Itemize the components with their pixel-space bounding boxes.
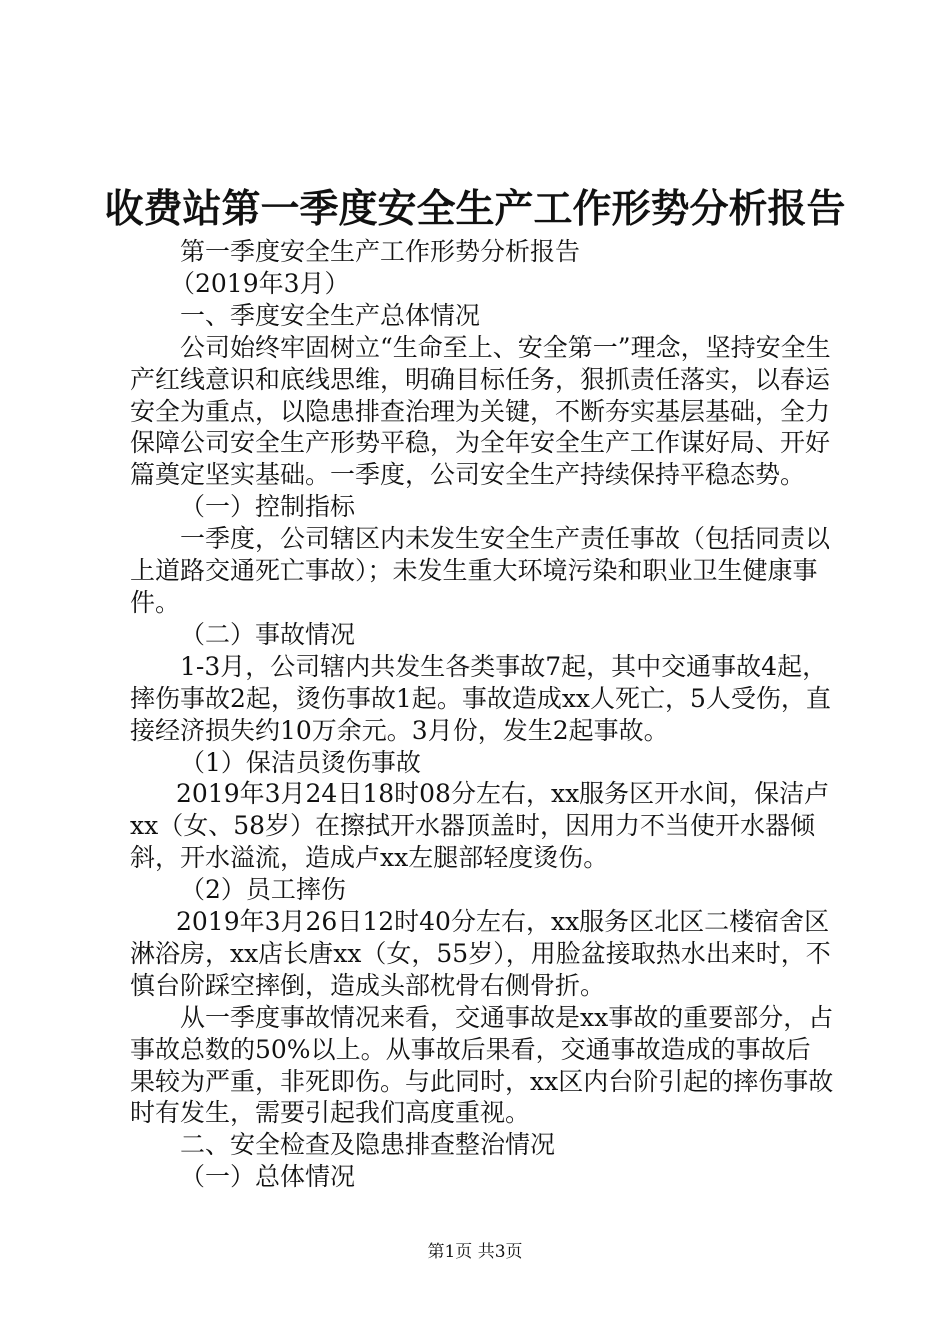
page-number: 第1页 共3页	[427, 1242, 523, 1262]
report-subtitle: 第一季度安全生产工作形势分析报告	[180, 237, 581, 266]
document-body	[130, 236, 835, 1193]
section-heading-1: 一、季度安全生产总体情况	[180, 300, 481, 330]
body-paragraph: 1-3月，公司辖内共发生各类事故7起，其中交通事故4起，摔伤事故2起，烫伤事故1起。事故造成xx人死亡，5人受伤，直接经济损失约10万余元。3月份，发生2起事故。	[130, 651, 831, 745]
section-heading-2: 二、安全检查及隐患排查整治情况	[180, 1130, 556, 1160]
body-paragraph: 一季度，公司辖区内未发生安全生产责任事故（包括同责以上道路交通死亡事故）；未发生重大环境污染和职业卫生健康事件。	[130, 524, 831, 617]
subsection-heading: （二）事故情况	[180, 619, 356, 649]
body-paragraph: 公司始终牢固树立“生命至上、安全第一”理念，坚持安全生产红线意识和底线思维，明确目标任务，狠抓责任落实，以春运安全为重点，以隐患排查治理为关键，不断夯实基层基础，全力保障公司安全生产形势平稳，为全年安全生产工作谋好局、开好篇奠定坚实基础。一季度，公司安全生产持续保持平稳态势。	[130, 332, 831, 490]
body-paragraph: 从一季度事故情况来看，交通事故是xx事故的重要部分，占事故总数的50%以上。从事故后果看，交通事故造成的事故后果较为严重，非死即伤。与此同时，xx区内台阶引起的摔伤事故时有发生，需要引起我们高度重视。	[130, 1002, 834, 1128]
case-heading: （1）保洁员烫伤事故	[180, 747, 421, 777]
subsection-heading: （一）控制指标	[180, 492, 356, 522]
body-paragraph: 2019年3月26日12时40分左右，xx服务区北区二楼宿舍区淋浴房，xx店长唐xx（女，55岁），用脸盆接取热水出来时，不慎台阶踩空摔倒，造成头部枕骨右侧骨折。	[130, 907, 831, 1000]
case-heading: （2）员工摔伤	[180, 875, 346, 905]
document-title: 收费站第一季度安全生产工作形势分析报告	[104, 186, 846, 232]
report-date: （2019年3月）	[170, 268, 350, 298]
body-paragraph: 2019年3月24日18时08分左右，xx服务区开水间，保洁卢xx（女、58岁）在擦拭开水器顶盖时，因用力不当使开水器倾斜，开水溢流，造成卢xx左腿部轻度烫伤。	[130, 779, 830, 873]
subsection-heading: （一）总体情况	[180, 1162, 356, 1192]
